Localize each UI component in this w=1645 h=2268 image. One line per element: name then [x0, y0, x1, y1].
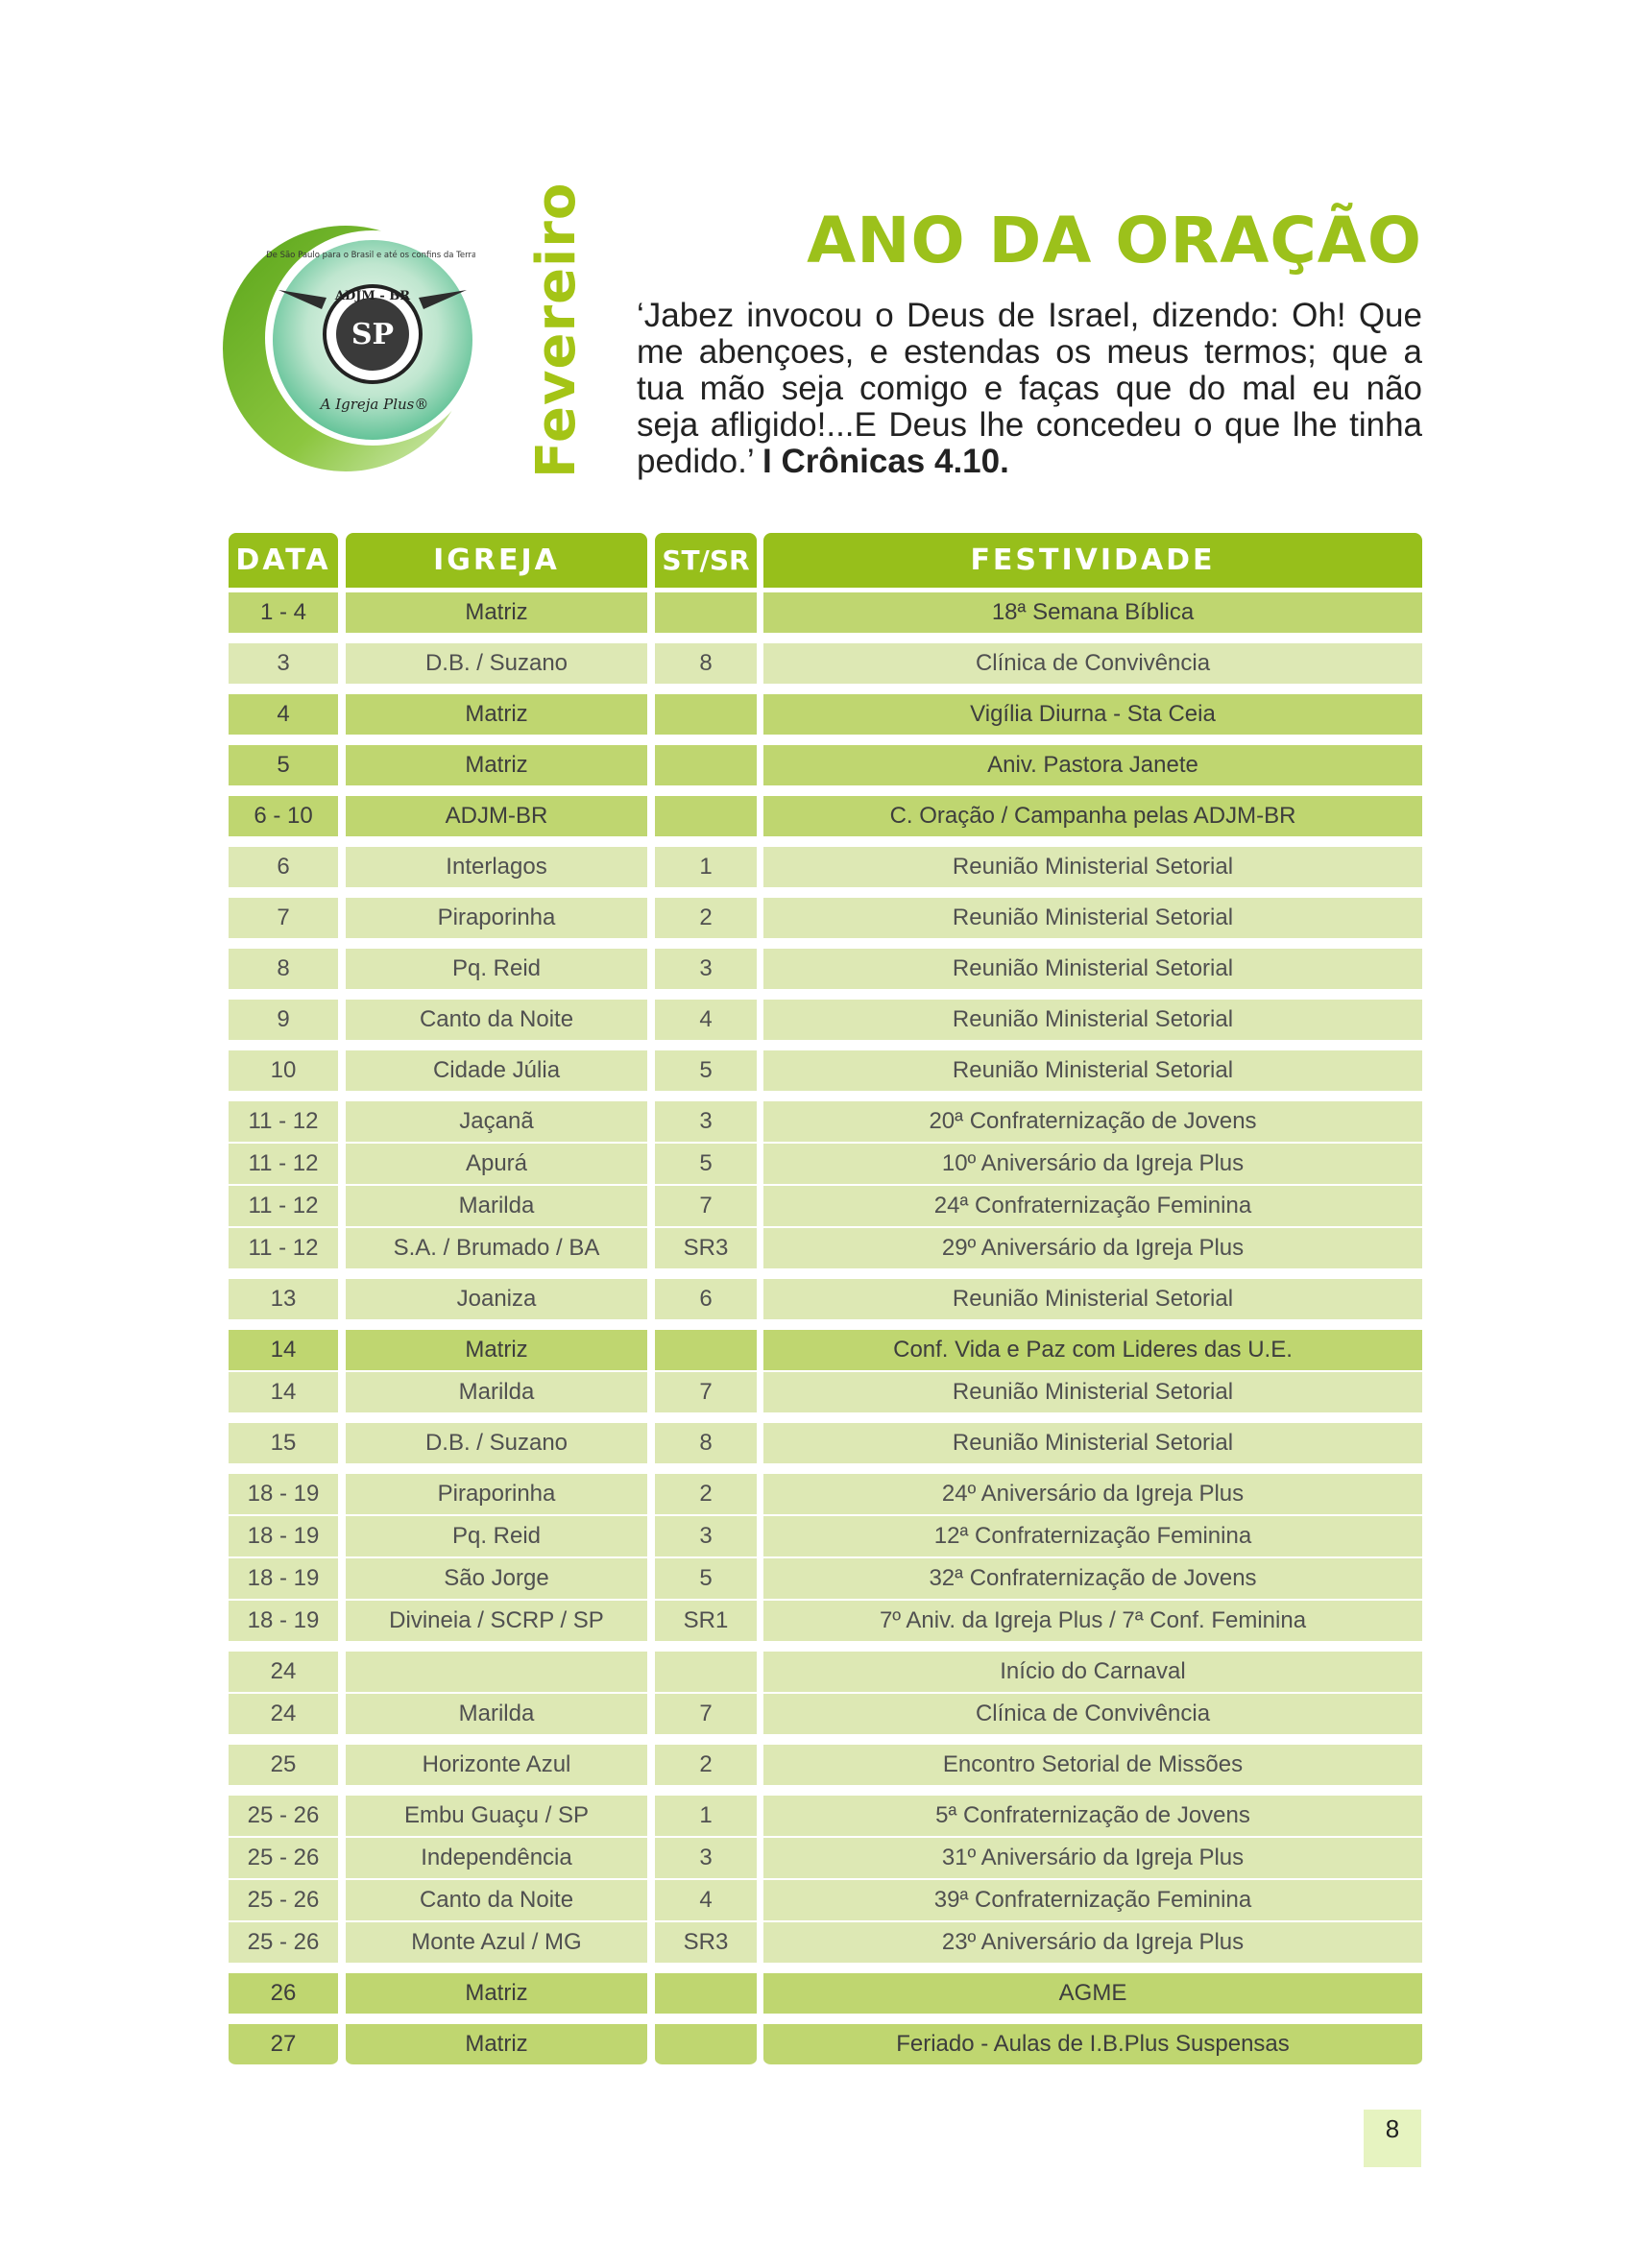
event-cell: Reunião Ministerial Setorial — [763, 847, 1422, 889]
row-group — [229, 1474, 1422, 1643]
event-cell: Reunião Ministerial Setorial — [763, 1423, 1422, 1465]
event-cell: 39ª Confraternização Feminina — [763, 1880, 1422, 1922]
schedule-table — [229, 533, 1422, 2075]
date-cell: 14 — [229, 1372, 338, 1414]
sector-cell — [655, 694, 757, 736]
sector-cell: 7 — [655, 1694, 757, 1736]
row-group — [229, 796, 1422, 838]
table-row — [229, 1973, 1422, 2015]
event-cell: 24º Aniversário da Igreja Plus — [763, 1474, 1422, 1516]
table-row — [229, 1922, 1422, 1965]
event-cell: Aniv. Pastora Janete — [763, 745, 1422, 787]
date-cell: 11 - 12 — [229, 1228, 338, 1270]
date-cell: 25 - 26 — [229, 1880, 338, 1922]
date-cell: 18 - 19 — [229, 1516, 338, 1558]
table-row — [229, 1050, 1422, 1093]
event-cell: Conf. Vida e Paz com Lideres das U.E. — [763, 1330, 1422, 1372]
date-cell: 6 - 10 — [229, 796, 338, 838]
event-cell: Clínica de Convivência — [763, 643, 1422, 686]
date-cell: 25 — [229, 1745, 338, 1787]
church-cell: Matriz — [346, 592, 647, 635]
event-cell: Encontro Setorial de Missões — [763, 1745, 1422, 1787]
table-row — [229, 1652, 1422, 1694]
event-cell: 32ª Confraternização de Jovens — [763, 1558, 1422, 1601]
sector-cell: 1 — [655, 847, 757, 889]
date-cell: 11 - 12 — [229, 1186, 338, 1228]
date-cell: 7 — [229, 898, 338, 940]
date-cell: 25 - 26 — [229, 1922, 338, 1965]
table-row — [229, 592, 1422, 635]
row-group — [229, 898, 1422, 940]
date-cell: 25 - 26 — [229, 1838, 338, 1880]
row-group — [229, 745, 1422, 787]
sector-cell: 8 — [655, 643, 757, 686]
event-cell: Vigília Diurna - Sta Ceia — [763, 694, 1422, 736]
sector-cell — [655, 1973, 757, 2015]
event-cell: 23º Aniversário da Igreja Plus — [763, 1922, 1422, 1965]
sector-cell: 5 — [655, 1050, 757, 1093]
row-group — [229, 949, 1422, 991]
row-group — [229, 1050, 1422, 1093]
date-cell: 18 - 19 — [229, 1474, 338, 1516]
table-row — [229, 1694, 1422, 1736]
row-group — [229, 643, 1422, 686]
row-group — [229, 2024, 1422, 2066]
table-row — [229, 949, 1422, 991]
sector-cell — [655, 745, 757, 787]
church-cell: Pq. Reid — [346, 1516, 647, 1558]
event-cell: AGME — [763, 1973, 1422, 2015]
date-cell: 27 — [229, 2024, 338, 2066]
logo-emblem-top: ADJM - BR — [334, 289, 411, 303]
church-cell: S.A. / Brumado / BA — [346, 1228, 647, 1270]
table-row — [229, 643, 1422, 686]
church-cell — [346, 1652, 647, 1694]
sector-cell: 2 — [655, 1474, 757, 1516]
quote-text: ‘Jabez invocou o Deus de Israel, dizendo: Oh! Que me abençoes, e estendas os meus termos; que a tua mão seja comigo e faças que do mal eu não seja afligido!...E Deus lhe concedeu o que lhe tinha pedido.’ — [637, 297, 1422, 480]
sector-cell: 4 — [655, 1000, 757, 1042]
month-label: Fevereiro — [525, 181, 588, 478]
date-cell: 11 - 12 — [229, 1144, 338, 1186]
sector-cell: 2 — [655, 1745, 757, 1787]
page-number: 8 — [1364, 2110, 1421, 2167]
table-row — [229, 1372, 1422, 1414]
table-row — [229, 1330, 1422, 1372]
church-cell: Divineia / SCRP / SP — [346, 1601, 647, 1643]
row-group — [229, 1423, 1422, 1465]
church-cell: São Jorge — [346, 1558, 647, 1601]
sector-cell: 3 — [655, 1516, 757, 1558]
sector-cell: SR1 — [655, 1601, 757, 1643]
date-cell: 26 — [229, 1973, 338, 2015]
table-row — [229, 847, 1422, 889]
sector-cell: 3 — [655, 1838, 757, 1880]
date-cell: 5 — [229, 745, 338, 787]
event-cell: Reunião Ministerial Setorial — [763, 1372, 1422, 1414]
church-cell: Piraporinha — [346, 898, 647, 940]
date-cell: 14 — [229, 1330, 338, 1372]
event-cell: 24ª Confraternização Feminina — [763, 1186, 1422, 1228]
sector-cell: 5 — [655, 1558, 757, 1601]
church-cell: Embu Guaçu / SP — [346, 1796, 647, 1838]
church-cell: Jaçanã — [346, 1101, 647, 1144]
table-row — [229, 1228, 1422, 1270]
date-cell: 3 — [229, 643, 338, 686]
date-cell: 4 — [229, 694, 338, 736]
event-cell: Reunião Ministerial Setorial — [763, 1050, 1422, 1093]
row-group — [229, 592, 1422, 635]
table-row — [229, 1880, 1422, 1922]
date-cell: 10 — [229, 1050, 338, 1093]
date-cell: 6 — [229, 847, 338, 889]
table-row — [229, 1186, 1422, 1228]
date-cell: 13 — [229, 1279, 338, 1321]
table-row — [229, 2024, 1422, 2066]
date-cell: 8 — [229, 949, 338, 991]
date-cell: 25 - 26 — [229, 1796, 338, 1838]
row-group — [229, 1101, 1422, 1270]
table-row — [229, 1796, 1422, 1838]
sector-cell: SR3 — [655, 1228, 757, 1270]
logo-arc-text: De São Paulo para o Brasil e até os confins da Terra. — [266, 251, 475, 260]
bible-quote — [637, 298, 1422, 480]
page-title: ANO DA ORAÇÃO — [807, 204, 1422, 277]
event-cell: Clínica de Convivência — [763, 1694, 1422, 1736]
table-row — [229, 1144, 1422, 1186]
sector-cell: 8 — [655, 1423, 757, 1465]
date-cell: 18 - 19 — [229, 1601, 338, 1643]
event-cell: 5ª Confraternização de Jovens — [763, 1796, 1422, 1838]
church-cell: Pq. Reid — [346, 949, 647, 991]
sector-cell: SR3 — [655, 1922, 757, 1965]
event-cell: Reunião Ministerial Setorial — [763, 1279, 1422, 1321]
church-cell: Marilda — [346, 1186, 647, 1228]
table-header — [229, 533, 1422, 588]
table-row — [229, 1838, 1422, 1880]
sector-cell: 2 — [655, 898, 757, 940]
event-cell: Reunião Ministerial Setorial — [763, 898, 1422, 940]
date-cell: 11 - 12 — [229, 1101, 338, 1144]
sector-cell — [655, 1652, 757, 1694]
date-cell: 9 — [229, 1000, 338, 1042]
church-cell: Interlagos — [346, 847, 647, 889]
church-cell: Matriz — [346, 1973, 647, 2015]
event-cell: Início do Carnaval — [763, 1652, 1422, 1694]
church-cell: Matriz — [346, 694, 647, 736]
church-cell: Monte Azul / MG — [346, 1922, 647, 1965]
row-group — [229, 1796, 1422, 1965]
church-logo — [221, 221, 475, 475]
row-group — [229, 1745, 1422, 1787]
church-cell: D.B. / Suzano — [346, 643, 647, 686]
table-row — [229, 1279, 1422, 1321]
sector-cell: 3 — [655, 1101, 757, 1144]
sector-cell: 5 — [655, 1144, 757, 1186]
row-group — [229, 694, 1422, 736]
sector-cell — [655, 592, 757, 635]
table-row — [229, 1516, 1422, 1558]
church-cell: Matriz — [346, 1330, 647, 1372]
header-st-sr: ST/SR — [655, 533, 757, 588]
event-cell: Reunião Ministerial Setorial — [763, 949, 1422, 991]
row-group — [229, 1330, 1422, 1414]
row-group — [229, 1279, 1422, 1321]
church-cell: Matriz — [346, 2024, 647, 2066]
event-cell: 7º Aniv. da Igreja Plus / 7ª Conf. Feminina — [763, 1601, 1422, 1643]
row-group — [229, 847, 1422, 889]
event-cell: Feriado - Aulas de I.B.Plus Suspensas — [763, 2024, 1422, 2066]
church-cell: Canto da Noite — [346, 1000, 647, 1042]
event-cell: 20ª Confraternização de Jovens — [763, 1101, 1422, 1144]
church-cell: Apurá — [346, 1144, 647, 1186]
header-igreja: IGREJA — [346, 533, 647, 588]
table-row — [229, 1474, 1422, 1516]
quote-reference: I Crônicas 4.10. — [762, 443, 1009, 480]
date-cell: 24 — [229, 1652, 338, 1694]
sector-cell: 7 — [655, 1186, 757, 1228]
church-cell: Canto da Noite — [346, 1880, 647, 1922]
date-cell: 18 - 19 — [229, 1558, 338, 1601]
event-cell: 12ª Confraternização Feminina — [763, 1516, 1422, 1558]
church-cell: Cidade Júlia — [346, 1050, 647, 1093]
date-cell: 15 — [229, 1423, 338, 1465]
table-row — [229, 1000, 1422, 1042]
table-row — [229, 1745, 1422, 1787]
table-row — [229, 1423, 1422, 1465]
table-row — [229, 1558, 1422, 1601]
row-group — [229, 1652, 1422, 1736]
church-cell: Matriz — [346, 745, 647, 787]
date-cell: 24 — [229, 1694, 338, 1736]
event-cell: 18ª Semana Bíblica — [763, 592, 1422, 635]
date-cell: 1 - 4 — [229, 592, 338, 635]
church-cell: Marilda — [346, 1372, 647, 1414]
event-cell: 29º Aniversário da Igreja Plus — [763, 1228, 1422, 1270]
header-data: DATA — [229, 533, 338, 588]
church-cell: ADJM-BR — [346, 796, 647, 838]
row-group — [229, 1000, 1422, 1042]
logo-emblem-bottom: A Igreja Plus® — [320, 396, 429, 413]
table-row — [229, 1601, 1422, 1643]
sector-cell — [655, 796, 757, 838]
table-row — [229, 1101, 1422, 1144]
sector-cell — [655, 1330, 757, 1372]
sector-cell: 1 — [655, 1796, 757, 1838]
church-cell: Marilda — [346, 1694, 647, 1736]
church-cell: Joaniza — [346, 1279, 647, 1321]
table-row — [229, 745, 1422, 787]
table-row — [229, 898, 1422, 940]
event-cell: C. Oração / Campanha pelas ADJM-BR — [763, 796, 1422, 838]
church-cell: Piraporinha — [346, 1474, 647, 1516]
event-cell: 31º Aniversário da Igreja Plus — [763, 1838, 1422, 1880]
church-cell: D.B. / Suzano — [346, 1423, 647, 1465]
svg-text:SP: SP — [351, 318, 395, 351]
table-row — [229, 796, 1422, 838]
row-group — [229, 1973, 1422, 2015]
event-cell: 10º Aniversário da Igreja Plus — [763, 1144, 1422, 1186]
header-festividade: FESTIVIDADE — [763, 533, 1422, 588]
event-cell: Reunião Ministerial Setorial — [763, 1000, 1422, 1042]
sector-cell: 7 — [655, 1372, 757, 1414]
table-row — [229, 694, 1422, 736]
church-cell: Horizonte Azul — [346, 1745, 647, 1787]
sector-cell: 3 — [655, 949, 757, 991]
sector-cell: 6 — [655, 1279, 757, 1321]
church-cell: Independência — [346, 1838, 647, 1880]
sector-cell: 4 — [655, 1880, 757, 1922]
sector-cell — [655, 2024, 757, 2066]
